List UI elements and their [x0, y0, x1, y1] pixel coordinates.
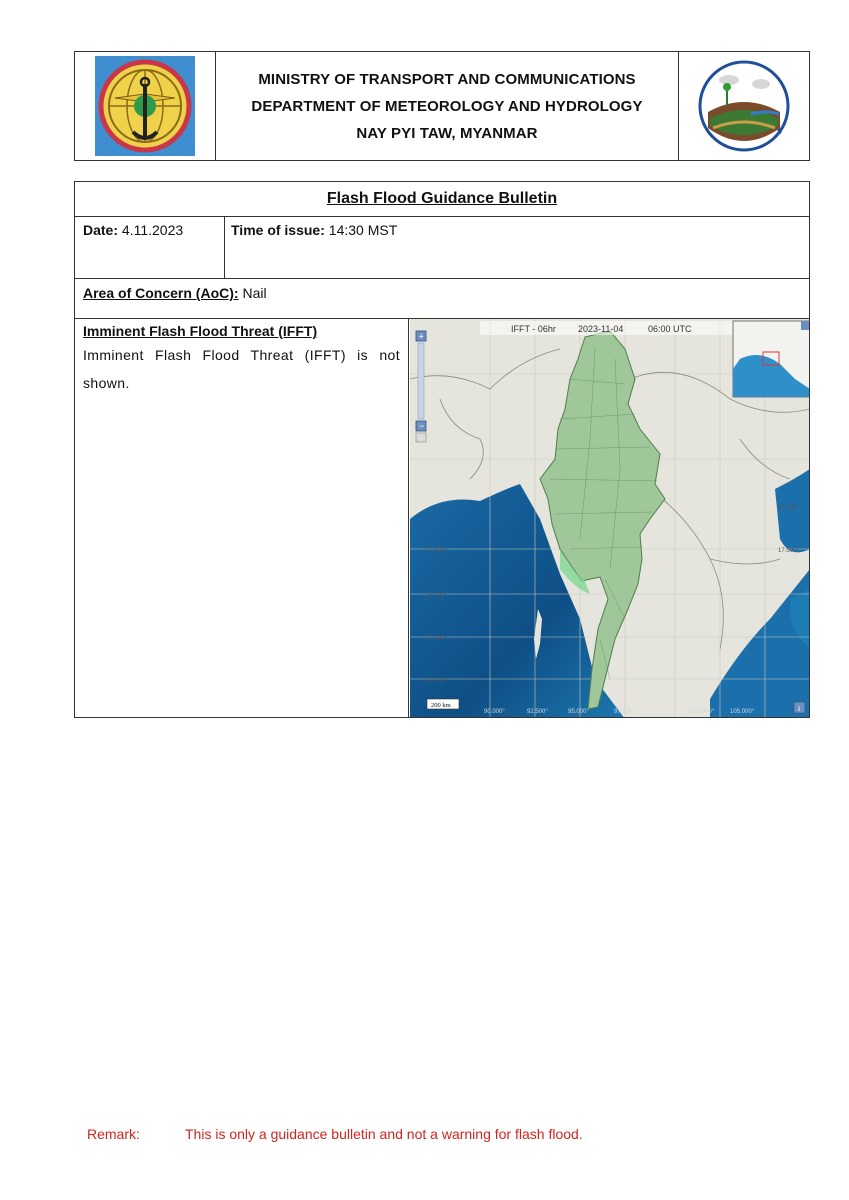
time-cell — [225, 217, 809, 278]
svg-text:17.500°: 17.500° — [778, 548, 799, 554]
svg-text:17.500°: 17.500° — [426, 548, 447, 554]
map-time-label: 06:00 UTC — [648, 324, 692, 334]
svg-text:90.000°: 90.000° — [484, 709, 505, 715]
bulletin-title-row — [75, 182, 809, 217]
map-date-label: 2023-11-04 — [578, 324, 624, 334]
svg-text:102.500°: 102.500° — [690, 709, 715, 715]
location-name: NAY PYI TAW, MYANMAR — [356, 124, 538, 142]
ifft-map — [410, 319, 809, 717]
letterhead — [74, 51, 810, 161]
ifft-description: Imminent Flash Flood Threat (IFFT) is not shown. — [83, 347, 400, 391]
svg-text:105.000°: 105.000° — [730, 709, 755, 715]
time-value: 14:30 MST — [328, 222, 398, 238]
zoom-out-icon: − — [419, 421, 425, 431]
overview-toggle-button[interactable] — [801, 321, 809, 330]
map-product-label: IFFT - 06hr — [511, 324, 556, 334]
ministry-name: MINISTRY OF TRANSPORT AND COMMUNICATIONS — [258, 70, 636, 88]
aoc-label: Area of Concern (AoC): — [83, 285, 239, 301]
layer-switch-button[interactable] — [416, 433, 426, 442]
date-time-row — [75, 217, 809, 279]
aoc-value: Nail — [242, 285, 267, 301]
date-label: Date: — [83, 222, 119, 238]
bulletin-title: Flash Flood Guidance Bulletin — [326, 190, 558, 207]
svg-text:20.000°: 20.000° — [778, 505, 799, 511]
svg-text:12.500°: 12.500° — [426, 636, 447, 642]
hydrology-cycle-icon — [691, 56, 797, 156]
ifft-text-cell — [75, 319, 409, 717]
svg-text:10.000°: 10.000° — [426, 678, 447, 684]
department-name: DEPARTMENT OF METEOROLOGY AND HYDROLOGY — [251, 97, 643, 115]
remark-label: Remark: — [87, 1126, 140, 1142]
info-icon: i — [798, 704, 801, 713]
zoom-in-icon: + — [418, 331, 424, 342]
aoc-row — [75, 279, 809, 319]
svg-text:97.500°: 97.500° — [614, 709, 635, 715]
ifft-title: Imminent Flash Flood Threat (IFFT) — [83, 323, 318, 339]
remark-text: This is only a guidance bulletin and not a warning for flash flood. — [185, 1126, 583, 1142]
svg-text:92.500°: 92.500° — [527, 709, 548, 715]
remark — [87, 1126, 583, 1142]
date-value: 4.11.2023 — [121, 222, 184, 238]
zoom-slider[interactable] — [418, 343, 424, 419]
ifft-map-svg — [410, 319, 809, 717]
bulletin-table — [74, 181, 810, 718]
ministry-emblem-icon — [93, 54, 197, 158]
scale-bar-label: 200 km — [431, 702, 451, 709]
svg-text:95.000°: 95.000° — [568, 709, 589, 715]
ministry-logo-cell — [75, 52, 216, 160]
letterhead-text — [216, 52, 678, 160]
department-logo-cell — [678, 52, 809, 160]
date-cell — [75, 217, 225, 278]
svg-text:15.000°: 15.000° — [426, 593, 447, 599]
time-label: Time of issue: — [231, 222, 325, 238]
